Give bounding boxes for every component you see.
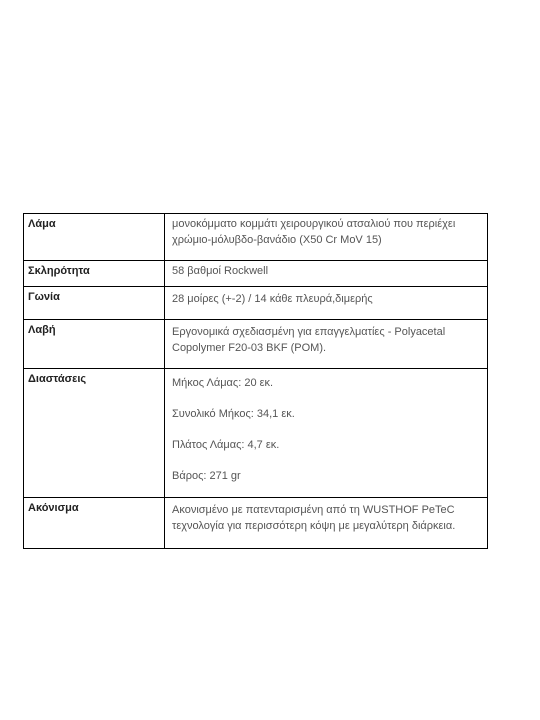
value-line: 58 βαθμοί Rockwell [172, 265, 269, 277]
table-row-hardness [24, 261, 488, 287]
row-label: Λαβή [24, 320, 165, 369]
row-value [165, 320, 488, 369]
value-line: Ακονισμένο με πατενταρισμένη από τη WUSTHOF PeTeC [172, 504, 455, 516]
value-line: μονοκόμματο κομμάτι χειρουργικού ατσαλιού που περιέχει [172, 218, 456, 230]
table-row-blade [24, 214, 488, 261]
row-value [165, 261, 488, 287]
row-value [165, 369, 488, 498]
value-line: τεχνολογία για περισσότερη κόψη με μεγαλύτερη διάρκεια. [172, 520, 456, 532]
value-line: Συνολικό Μήκος: 34,1 εκ. [172, 408, 295, 420]
row-value [165, 287, 488, 320]
row-label: Διαστάσεις [24, 369, 165, 498]
value-line: Μήκος Λάμας: 20 εκ. [172, 377, 274, 389]
value-line: Βάρος: 271 gr [172, 470, 241, 482]
specifications-table [23, 213, 488, 549]
row-label: Ακόνισμα [24, 498, 165, 549]
row-value [165, 214, 488, 261]
table-row-angle [24, 287, 488, 320]
table-row-dimensions [24, 369, 488, 498]
table-row-sharpening [24, 498, 488, 549]
value-line: Πλάτος Λάμας: 4,7 εκ. [172, 439, 280, 451]
value-line: Copolymer F20-03 BKF (POM). [172, 342, 327, 354]
table-row-handle [24, 320, 488, 369]
row-label: Γωνία [24, 287, 165, 320]
row-value [165, 498, 488, 549]
row-label: Σκληρότητα [24, 261, 165, 287]
value-line: χρώμιο-μόλυβδο-βανάδιο (X50 Cr MoV 15) [172, 234, 382, 246]
row-label: Λάμα [24, 214, 165, 261]
value-line: Εργονομικά σχεδιασμένη για επαγγελματίες - Polyacetal [172, 326, 446, 338]
value-line: 28 μοίρες (+-2) / 14 κάθε πλευρά,διμερής [172, 293, 373, 305]
